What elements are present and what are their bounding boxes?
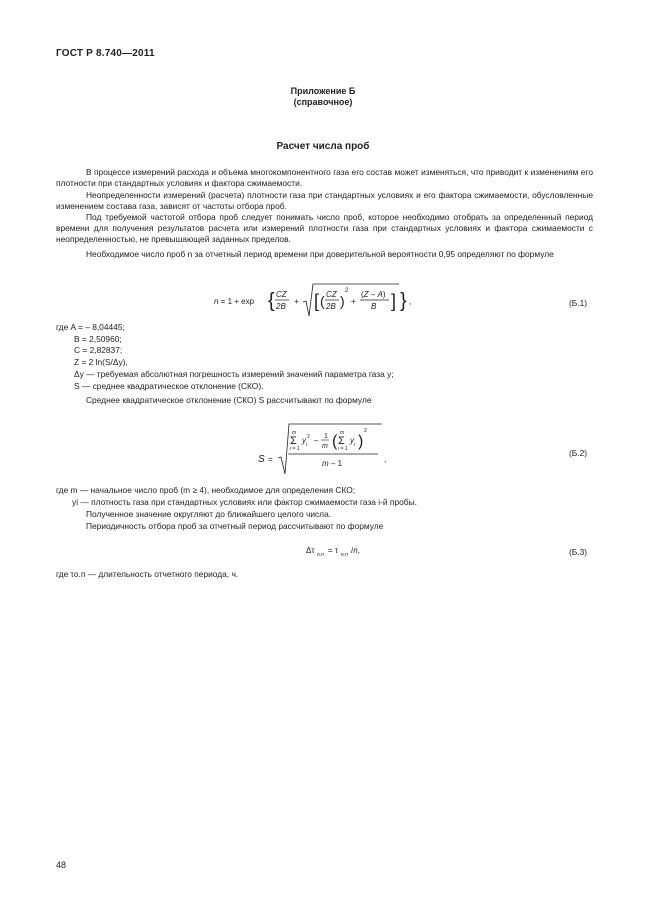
svg-text:}: } <box>400 290 407 312</box>
formula-b3 <box>306 542 390 562</box>
svg-text:2: 2 <box>364 428 367 434</box>
svg-text:2: 2 <box>345 288 349 294</box>
svg-text:–: – <box>314 436 319 445</box>
svg-text:2B: 2B <box>326 302 336 311</box>
svg-text:m: m <box>322 443 328 450</box>
svg-text:S: S <box>258 454 265 465</box>
svg-text:i = 1: i = 1 <box>290 446 300 452</box>
formula-b1 <box>214 280 414 326</box>
paragraph-sko: Среднее квадратическое отклонение (СКО) S рассчитывают по формуле <box>86 395 372 405</box>
where-y: yi — плотность газа при стандартных условиях или фактор сжимаемости газа i-й пробы. <box>72 497 417 507</box>
svg-text:,: , <box>409 297 412 306</box>
svg-text:m: m <box>292 430 297 436</box>
svg-text:B: B <box>371 302 377 311</box>
paragraph-3: Под требуемой частотой отбора проб следует понимать число проб, которое необходимо отобрать за определенный период времени для получения результатов расчета или измерений плотности газа при стандартных условиях и фактора сжимаемости с неопределенностью, не превышающей заданных пределов. <box>56 212 593 245</box>
svg-text:2: 2 <box>307 434 310 440</box>
formula-b1-graphic <box>214 280 414 324</box>
appendix-title: Приложение Б <box>290 86 356 96</box>
svg-text:(Z – A): (Z – A) <box>361 290 386 299</box>
svg-text:CZ: CZ <box>276 290 287 299</box>
where-c: C = 2,82837; <box>74 345 123 355</box>
svg-text:+: + <box>351 297 356 306</box>
svg-text:y: y <box>350 436 354 445</box>
where-a: где A = – 8,04445; <box>56 322 125 332</box>
appendix-subtitle: (справочное) <box>293 97 353 107</box>
paragraph-1: В процессе измерений расхода и объема многокомпонентного газа его состав может изменяться, что приводит к изменениям его плотности при стандартных условиях и фактора сжимаемости. <box>56 167 593 189</box>
svg-text:y: y <box>302 436 306 445</box>
paragraph-round: Полученное значение округляют до ближайшего целого числа. <box>86 509 332 519</box>
where-delta: Δy — требуемая абсолютная погрешность измерений значений параметра газа y; <box>74 369 394 379</box>
page-number: 48 <box>56 860 67 870</box>
svg-text:Σ: Σ <box>290 435 297 447</box>
paragraph-2: Неопределенности измерений (расчета) плотности газа при стандартных условиях и его фактора сжимаемости, обусловленные изменением состава газа, зависят от частоты отбора проб. <box>56 190 593 212</box>
svg-text:= τ: = τ <box>328 546 339 555</box>
svg-text:): ) <box>358 433 364 450</box>
section-title: Расчет числа проб <box>276 141 370 152</box>
formula-b3-graphic <box>306 542 390 560</box>
svg-text:(: ( <box>332 433 338 450</box>
formula-b2 <box>258 420 392 478</box>
formula-b2-graphic <box>258 420 392 476</box>
svg-text:/n,: /n, <box>351 546 360 555</box>
svg-text:Σ: Σ <box>338 435 345 447</box>
paragraph-period: Периодичность отбора проб за отчетный период рассчитывают по формуле <box>86 521 384 531</box>
document-header: ГОСТ Р 8.740—2011 <box>56 48 155 59</box>
svg-text:i: i <box>354 442 356 448</box>
svg-text:CZ: CZ <box>326 290 337 299</box>
svg-text:i: i <box>306 442 308 448</box>
equation-number-b1: (Б.1) <box>569 298 588 308</box>
svg-text:i = 1: i = 1 <box>338 446 348 452</box>
where-b: B = 2,50960; <box>74 334 122 344</box>
svg-text:n = 1 + exp: n = 1 + exp <box>214 297 255 306</box>
paragraph-4: Необходимое число проб n за отчетный период времени при доверительной вероятности 0,95 определяют по формуле <box>86 249 554 259</box>
svg-text:]: ] <box>391 291 397 311</box>
where-m: где m — начальное число проб (m ≥ 4), необходимое для определения СКО; <box>56 485 356 495</box>
svg-text:2B: 2B <box>276 302 286 311</box>
equation-number-b2: (Б.2) <box>569 448 588 458</box>
svg-text:о.п: о.п <box>317 552 324 558</box>
where-s: S — среднее квадратическое отклонение (СКО). <box>74 381 264 391</box>
svg-text:Δτ: Δτ <box>306 546 315 555</box>
equation-number-b3: (Б.3) <box>569 547 588 557</box>
svg-text:о.п: о.п <box>341 552 348 558</box>
svg-text:+: + <box>294 297 299 306</box>
svg-text:=: = <box>268 455 273 464</box>
where-tau: где τо.п — длительность отчетного периода, ч. <box>56 569 239 579</box>
svg-text:(: ( <box>320 293 325 309</box>
svg-text:m: m <box>340 430 345 436</box>
svg-text:{: { <box>268 290 275 312</box>
svg-text:,: , <box>384 455 387 464</box>
svg-text:[: [ <box>314 291 320 311</box>
where-z: Z = 2 ln(S/Δy), <box>74 357 128 367</box>
svg-text:1: 1 <box>324 433 328 440</box>
svg-text:): ) <box>340 293 345 309</box>
svg-text:m – 1: m – 1 <box>322 459 343 468</box>
